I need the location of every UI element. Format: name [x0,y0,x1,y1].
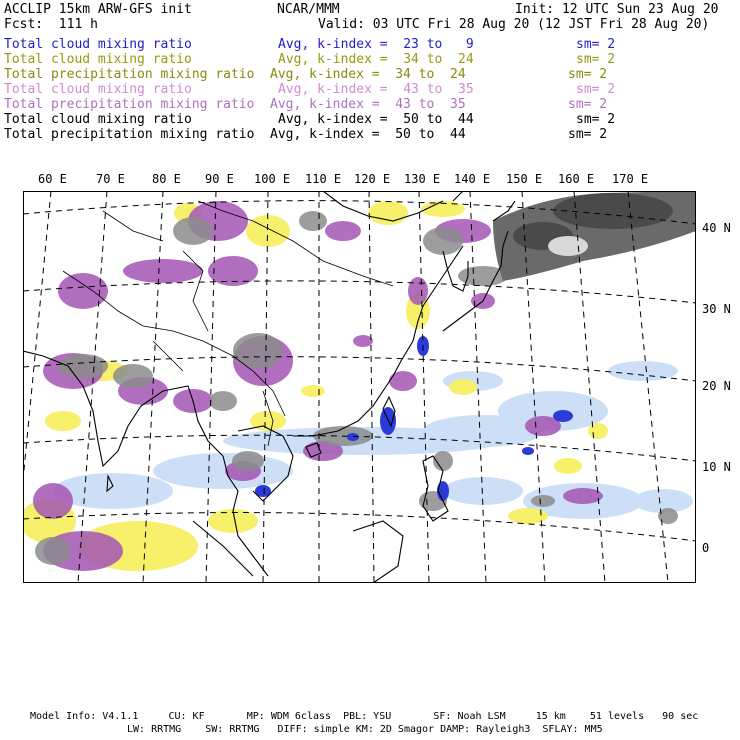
field-avg: Avg, k-index = 43 to 35 [270,97,466,112]
lon-label: 140 E [454,172,491,186]
field-name: Total cloud mixing ratio [4,37,192,52]
field-name: Total cloud mixing ratio [4,52,192,67]
field-avg: Avg, k-index = 50 to 44 [270,127,466,142]
valid-time: Valid: 03 UTC Fri 28 Aug 20 (12 JST Fri 28 Aug 20) [318,17,710,32]
lon-label: 70 E [96,172,125,186]
field-smoothing: sm= 2 [576,52,616,67]
field-avg: Avg, k-index = 50 to 44 [278,112,474,127]
field-name: Total cloud mixing ratio [4,82,192,97]
field-avg: Avg, k-index = 23 to 9 [278,37,474,52]
field-name: Total precipitation mixing ratio [4,97,255,112]
organization-label: NCAR/MMM [277,2,340,17]
model-info-line2: LW: RRTMG SW: RRTMG DIFF: simple KM: 2D Smagor DAMP: Rayleigh3 SFLAY: MM5 [127,724,603,735]
lat-label: 30 N [702,302,731,316]
field-avg: Avg, k-index = 34 to 24 [270,67,466,82]
model-info-line1: Model Info: V4.1.1 CU: KF MP: WDM 6class PBL: YSU SF: Noah LSM 15 km 51 levels 90 sec [30,711,699,722]
field-smoothing: sm= 2 [576,82,616,97]
field-smoothing: sm= 2 [568,67,608,82]
lon-label: 110 E [305,172,342,186]
field-avg: Avg, k-index = 43 to 35 [278,82,474,97]
init-time: Init: 12 UTC Sun 23 Aug 20 [515,2,719,17]
field-smoothing: sm= 2 [568,127,608,142]
lon-label: 150 E [506,172,543,186]
forecast-hour: Fcst: 111 h [4,17,98,32]
lon-label: 120 E [354,172,391,186]
field-name: Total precipitation mixing ratio [4,67,255,82]
model-title: ACCLIP 15km ARW-GFS init [4,2,192,17]
lon-label: 100 E [254,172,291,186]
lat-label: 10 N [702,460,731,474]
field-name: Total precipitation mixing ratio [4,127,255,142]
lat-label: 0 [702,541,710,555]
lon-label: 80 E [152,172,181,186]
lon-label: 130 E [404,172,441,186]
field-smoothing: sm= 2 [576,37,616,52]
lon-label: 90 E [205,172,234,186]
lat-label: 40 N [702,221,731,235]
lon-label: 60 E [38,172,67,186]
lat-label: 20 N [702,379,731,393]
lon-label: 160 E [558,172,595,186]
field-avg: Avg, k-index = 34 to 24 [278,52,474,67]
field-smoothing: sm= 2 [568,97,608,112]
forecast-map [23,191,696,583]
field-name: Total cloud mixing ratio [4,112,192,127]
lon-label: 170 E [612,172,649,186]
field-smoothing: sm= 2 [576,112,616,127]
